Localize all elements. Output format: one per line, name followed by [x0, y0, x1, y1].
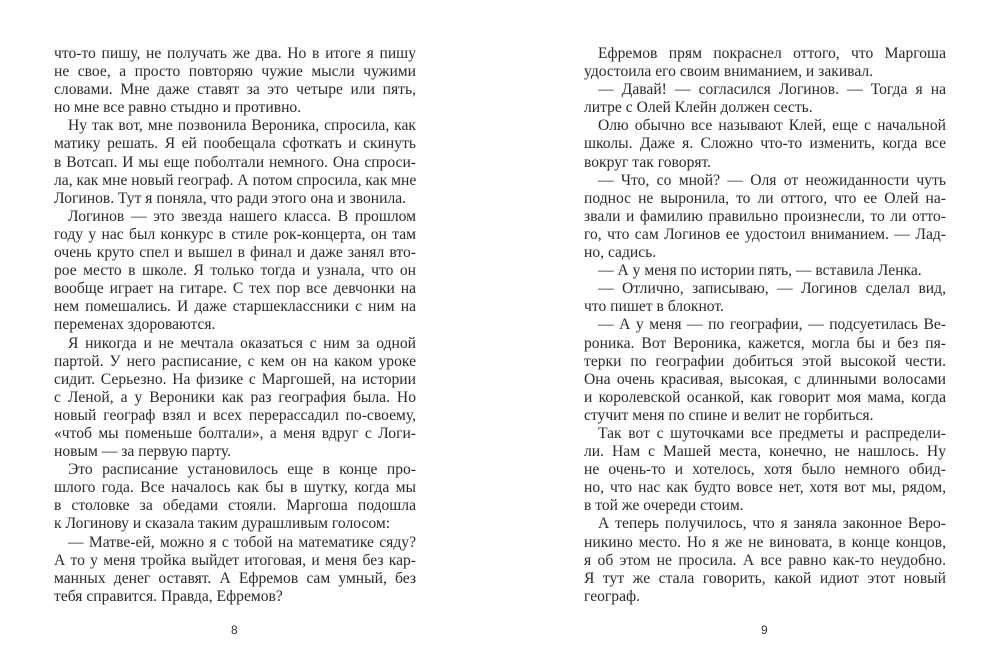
text-line: школы. Даже я. Сложно что-то изменить, когда все — [584, 135, 946, 153]
text-line: с Леной, а у Вероники как раз география была. Но — [54, 388, 416, 406]
text-line: Она очень красивая, высокая, с длинными волосами — [584, 370, 946, 388]
text-line: но, что нас как будто вовсе нет, хотя вот мы, рядом, — [584, 479, 946, 497]
text-line: литре с Олей Клейн должен сесть. — [584, 99, 813, 117]
text-line: не очень-то и хотелось, хотя было немного обид- — [584, 461, 946, 479]
paragraph — [54, 335, 416, 462]
text-line: го, что сам Логинов ее удостоил вниманием. — Лад- — [584, 225, 946, 243]
text-line: партой. У него расписание, с кем он на каком уроке — [54, 352, 416, 370]
text-line: году у нас был конкурс в стиле рок-концерта, он там — [54, 225, 416, 243]
text-line: шлого года. Все началось как бы в шутку, когда мы — [54, 479, 416, 497]
text-line: не свое, а просто повторяю чужие мысли чужими — [54, 63, 416, 81]
paragraph — [54, 461, 416, 533]
text-line: сидит. Серьезно. На физике с Маргошей, на истории — [54, 370, 416, 388]
text-line: поднос не выронила, то ли оттого, что ее Олей на- — [584, 189, 946, 207]
text-line: — А у меня — по географии, — подсуетилась Ве- — [598, 316, 946, 334]
text-line: тебя справится. Правда, Ефремов? — [54, 587, 283, 605]
paragraph — [584, 81, 946, 117]
text-line: Я тут же стала говорить, какой идиот этот новый — [584, 569, 946, 587]
text-line: рое место в школе. Я только тогда и узнала, что он — [54, 262, 416, 280]
text-line: что пишет в блокнот. — [584, 298, 724, 316]
right-page-text — [584, 45, 946, 606]
text-line: что-то пишу, не получать же два. Но в итоге я пишу — [54, 45, 416, 62]
paragraph — [584, 280, 946, 316]
text-line: к Логинову и сказала таким дурашливым голосом: — [54, 515, 391, 533]
text-line: — Матве-ей, можно я с тобой на математике сяду? — [68, 533, 416, 551]
paragraph — [584, 316, 946, 425]
paragraph — [584, 262, 946, 280]
text-line: ли. Нам с Машей места, конечно, не нашлось. Ну — [584, 443, 946, 461]
text-line: новым — за первую парту. — [54, 443, 232, 461]
text-line: «чтоб мы поменьше болтали», а меня вдруг с Логи- — [54, 424, 416, 442]
text-line: — Отлично, записываю, — Логинов сделал вид, — [598, 280, 946, 298]
paragraph — [54, 208, 416, 335]
text-line: очень круто спел и вышел в финал и даже занял вто- — [54, 244, 416, 262]
text-line: но мне все равно стыдно и противно. — [54, 99, 302, 117]
text-line: словами. Мне даже ставят за это четыре или пять, — [54, 81, 416, 99]
paragraph — [54, 45, 416, 117]
text-line: новый географ взял и всех перерассадил по-своему, — [54, 406, 416, 424]
text-line: Так вот с шуточками все предметы и распредели- — [598, 424, 946, 442]
text-line: в столовке за обедами стояли. Маргоша подошла — [54, 497, 416, 515]
text-line: в Вотсап. И мы еще поболтали немного. Она спроси- — [54, 153, 416, 171]
paragraph — [584, 172, 946, 262]
paragraph — [584, 515, 946, 605]
text-line: удостоила его своим вниманием, и закивал. — [584, 63, 874, 81]
left-page-text — [54, 45, 416, 606]
text-line: Это расписание установилось еще в конце про- — [68, 461, 416, 479]
text-line: я об этом не просила. А все равно как-то неудобно. — [584, 551, 946, 569]
paragraph — [54, 117, 416, 207]
paragraph — [584, 45, 946, 81]
text-line: А то у меня тройка выйдет итоговая, и меня без кар- — [54, 551, 416, 569]
text-line: географ. — [584, 587, 641, 605]
text-line: Логинов — это звезда нашего класса. В прошлом — [68, 207, 416, 225]
text-line: но, садись. — [584, 244, 657, 262]
text-line: — А у меня по истории пять, — вставила Ленка. — [598, 262, 922, 280]
text-line: никино место. Но я же не виновата, в конце концов, — [584, 533, 946, 551]
page-number-right: 9 — [761, 623, 768, 637]
paragraph — [584, 117, 946, 171]
text-line: — Давай! — согласился Логинов. — Тогда я на — [598, 81, 946, 99]
text-line: Я никогда и не мечтала оказаться с ним за одной — [68, 334, 416, 352]
text-line: Ефремов прям покраснел оттого, что Маргоша — [598, 45, 946, 62]
text-line: манных денег оставят. А Ефремов сам умный, без — [54, 569, 416, 587]
text-line: и королевской осанкой, как говорит моя мама, когда — [584, 388, 946, 406]
text-line: — Что, со мной? — Оля от неожиданности чуть — [598, 171, 946, 189]
text-line: Ну так вот, мне позвонила Вероника, спросила, как — [68, 117, 416, 135]
text-line: звали и фамилию правильно произнесли, то ли отто- — [584, 207, 946, 225]
paragraph — [584, 425, 946, 515]
text-line: А теперь получилось, что я заняла законное Веро- — [598, 515, 946, 533]
text-line: матику решать. Я ей пообещала сфоткать и скинуть — [54, 135, 416, 153]
text-line: в той же очереди стоим. — [584, 497, 744, 515]
text-line: стучит меня по спине и велит не горбиться. — [584, 406, 874, 424]
text-line: ла, как мне новый географ. А потом спросила, как мне — [54, 171, 417, 189]
text-line: вокруг так говорят. — [584, 153, 712, 171]
text-line: терки по географии добиться этой высокой чести. — [584, 352, 946, 370]
page-number-left: 8 — [231, 623, 238, 637]
text-line: роника. Вот Вероника, кажется, могла бы и без пя- — [584, 334, 946, 352]
text-line: Олю обычно все называют Клей, еще с начальной — [598, 117, 946, 135]
text-line: вообще играет на гитаре. С тех пор все девчонки на — [54, 280, 416, 298]
paragraph — [54, 534, 416, 606]
text-line: переменах здороваются. — [54, 316, 216, 334]
text-line: нем помешались. И даже старшеклассники с ним на — [54, 298, 416, 316]
text-line: Логинов. Тут я поняла, что ради этого она и звонила. — [54, 189, 407, 207]
